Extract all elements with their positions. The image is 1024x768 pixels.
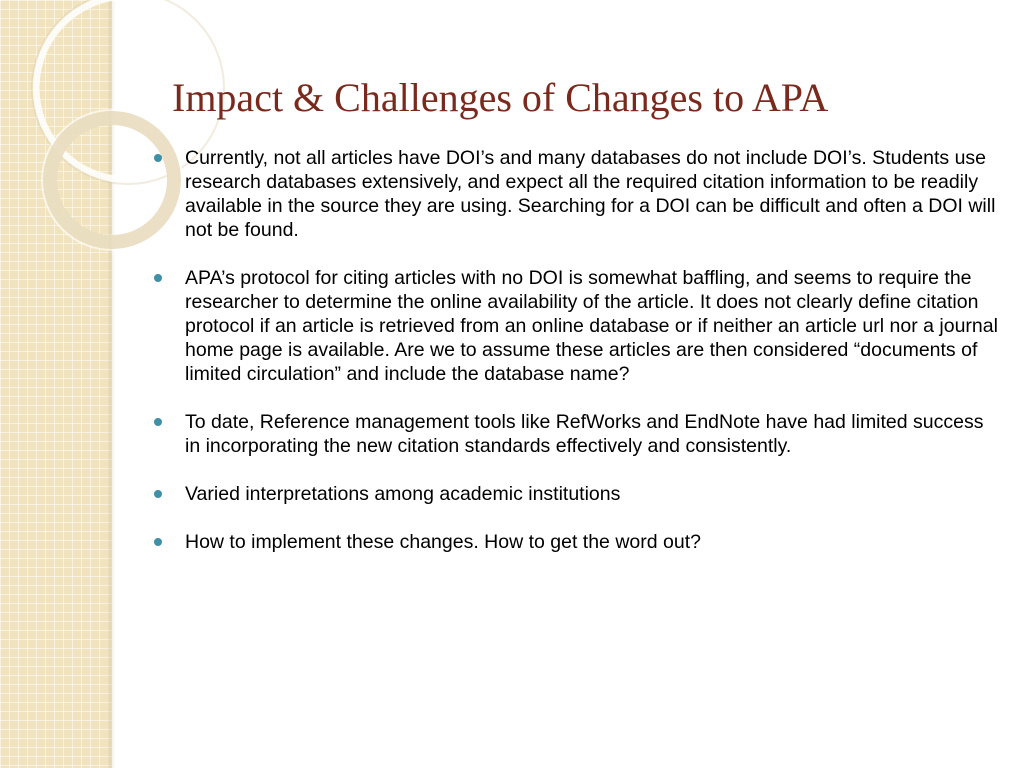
- bullet-dot-icon: [154, 274, 162, 282]
- bullet-item-implementation: [154, 530, 999, 554]
- slide-title: Impact & Challenges of Changes to APA: [172, 75, 829, 120]
- bullet-text: APA’s protocol for citing articles with no DOI is somewhat baffling, and seems to require the researcher to determine the online availability of the article. It does not clearly define citation protocol if an article is retrieved from an online database or if neither an article url nor a journal home page is available. Are we to assume these articles are then considered “documents of limited circulation” and include the database name?: [185, 267, 998, 385]
- bullet-dot-icon: [154, 154, 162, 162]
- bullet-list: [154, 146, 999, 554]
- bullet-item-apa-protocol: [154, 266, 999, 386]
- bullet-text: How to implement these changes. How to get the word out?: [185, 531, 701, 553]
- bullet-item-doi-availability: [154, 146, 999, 242]
- bullet-item-reference-tools: [154, 410, 999, 458]
- bullet-text: To date, Reference management tools like RefWorks and EndNote have had limited success in incorporating the new citation standards effectively and consistently.: [185, 411, 984, 457]
- bullet-dot-icon: [154, 538, 162, 546]
- bullet-item-interpretations: [154, 482, 999, 506]
- bullet-dot-icon: [154, 418, 162, 426]
- bullet-dot-icon: [154, 490, 162, 498]
- bullet-text: Varied interpretations among academic institutions: [185, 483, 621, 505]
- bullet-text: Currently, not all articles have DOI’s and many databases do not include DOI’s. Students use research databases extensively, and expect all the required citation information to be readily available in the source they are using. Searching for a DOI can be difficult and often a DOI will not be found.: [185, 147, 996, 241]
